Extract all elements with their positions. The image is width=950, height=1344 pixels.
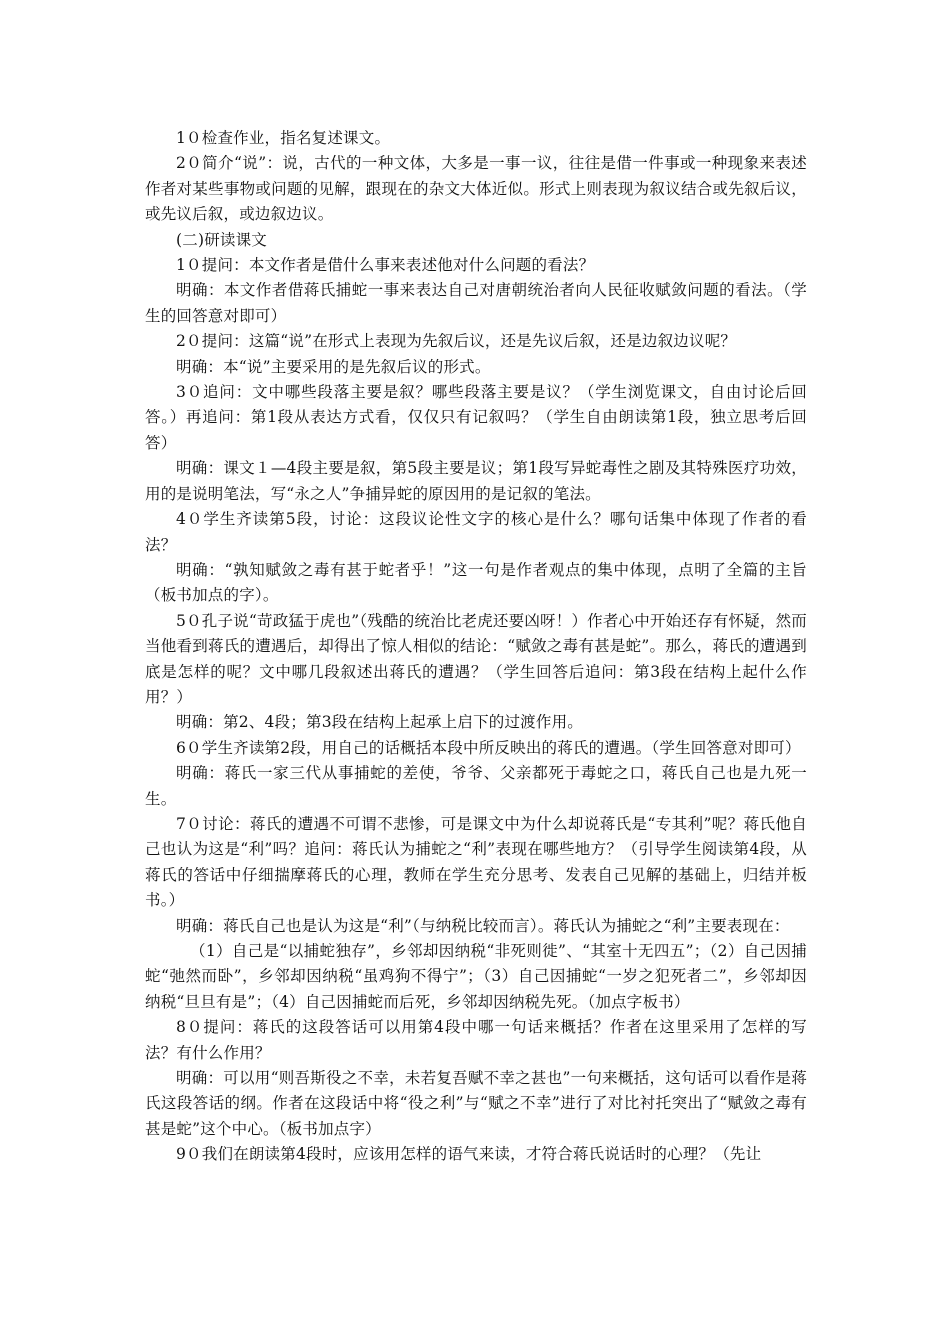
paragraph-answer-8: 明确：可以用“则吾斯役之不幸，未若复吾赋不幸之甚也”一句来概括，这句话可以看作是蒋氏这段答话的纲。作者在这段话中将“役之利”与“赋之不幸”进行了对比衬托突出了“赋敛之毒有甚是蛇”这个中心。（板书加点字） (145, 1069, 807, 1138)
paragraph-answer-3: 明确：课文１—4段主要是叙，第5段主要是议；第1段写异蛇毒性之剧及其特殊医疗功效，用的是说明笔法，写“永之人”争捕异蛇的原因用的是记叙的笔法。 (145, 459, 807, 503)
paragraph-question-1: 1０提问：本文作者是借什么事来表述他对什么问题的看法？ (176, 256, 595, 275)
paragraph-check-homework: 1０检查作业，指名复述课文。 (176, 129, 391, 147)
paragraph-question-3: 3０追问：文中哪些段落主要是叙？哪些段落主要是议？（学生浏览课文，自由讨论后回答。）再追问：第1段从表达方式看，仅仅只有记叙吗？（学生自由朗读第1段，独立思考后回答） (145, 383, 807, 452)
paragraph-answer-4: 明确：“孰知赋敛之毒有甚于蛇者乎！”这一句是作者观点的集中体现，点明了全篇的主旨（板书加点的字）。 (145, 560, 807, 605)
paragraph-answer-5: 明确：第2、4段；第3段在结构上起承上启下的过渡作用。 (176, 713, 583, 732)
paragraph-question-8: 8０提问：蒋氏的这段答话可以用第4段中哪一句话来概括？作者在这里采用了怎样的写法？有什么作用？ (145, 1018, 807, 1062)
paragraph-question-2: 2０提问：这篇“说”在形式上表现为先叙后议，还是先议后叙，还是边叙边议呢？ (176, 332, 737, 351)
paragraph-intro-shuo: 2０简介“说”：说，古代的一种文体，大多是一事一议，往往是借一件事或一种现象来表述作者对某些事物或问题的见解，跟现在的杂文大体近似。形式上则表现为叙议结合或先叙后议，或先议后叙，或边叙边议。 (145, 154, 807, 224)
paragraph-question-4: 4０学生齐读第5段，讨论：这段议论性文字的核心是什么？哪句话集中体现了作者的看法？ (145, 510, 807, 554)
paragraph-question-5: 5０孔子说“苛政猛于虎也”（残酷的统治比老虎还要凶呀！）作者心中开始还存有怀疑，然而当他看到蒋氏的遭遇后，却得出了惊人相似的结论：“赋敛之毒有甚是蛇”。那么，蒋氏的遭遇到底是怎样的呢？文中哪几段叙述出蒋氏的遭遇？（学生回答后追问：第3段在结构上起什么作用？） (145, 611, 807, 706)
paragraph-question-7: 7０讨论：蒋氏的遭遇不可谓不悲惨，可是课文中为什么却说蒋氏是“专其利”呢？蒋氏他自己也认为这是“利”吗？追问：蒋氏认为捕蛇之“利”表现在哪些地方？（引导学生阅读第4段，从蒋氏的答话中仔细揣摩蒋氏的心理，教师在学生充分思考、发表自己见解的基础上，归结并板书。） (145, 814, 807, 910)
paragraph-question-6: 6０学生齐读第2段，用自己的话概括本段中所反映出的蒋氏的遭遇。（学生回答意对即可） (176, 738, 801, 757)
paragraph-answer-7-list: （1）自己是“以捕蛇独存”，乡邻却因纳税“非死则徙”、“其室十无四五”；（2）自己因捕蛇“弛然而卧”，乡邻却因纳税“虽鸡狗不得宁”；（3）自己因捕蛇“一岁之犯死者二”，乡邻却因纳税“旦旦有是”；（4）自己因捕蛇而后死，乡邻却因纳税先死。（加点字板书） (145, 942, 807, 1011)
document-page (145, 126, 807, 1168)
paragraph-answer-6: 明确：蒋氏一家三代从事捕蛇的差使，爷爷、父亲都死于毒蛇之口，蒋氏自己也是九死一生。 (145, 764, 807, 808)
paragraph-answer-7: 明确：蒋氏自己也是认为这是“利”（与纳税比较而言）。蒋氏认为捕蛇之“利”主要表现在： (176, 916, 790, 935)
paragraph-question-9: 9０我们在朗读第4段时，应该用怎样的语气来读，才符合蒋氏说话时的心理？（先让 (176, 1145, 762, 1164)
paragraph-answer-1: 明确：本文作者借蒋氏捕蛇一事来表达自己对唐朝统治者向人民征收赋敛问题的看法。（学生的回答意对即可） (145, 281, 807, 325)
paragraph-answer-2: 明确：本“说”主要采用的是先叙后议的形式。 (176, 357, 491, 376)
section-heading-study-text: (二)研读课文 (176, 230, 267, 249)
